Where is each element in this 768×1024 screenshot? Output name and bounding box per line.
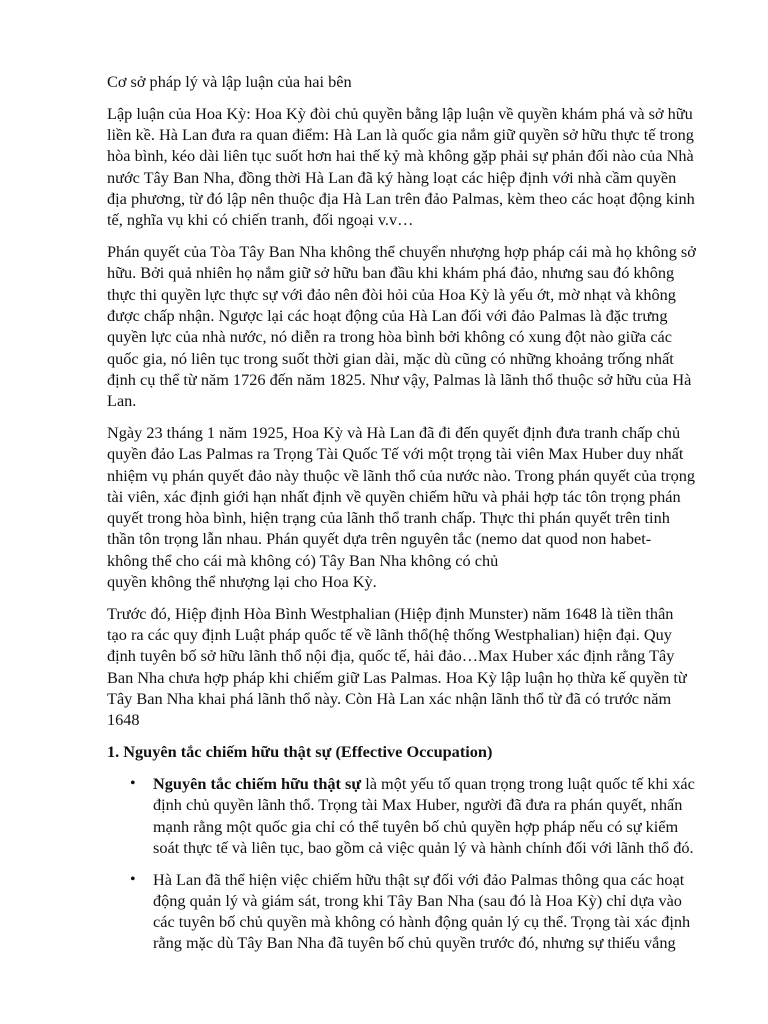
paragraph-line: không thể cho cái mà không có) Tây Ban Nha không có chủ [107,550,499,570]
bullet-item [107,773,718,858]
bullet-line: động quản lý và giám sát, trong khi Tây Ban Nha (sau đó là Hoa Kỳ) chỉ dựa vào [153,890,682,910]
paragraph-line: nhiệm vụ phán quyết đảo này thuộc về lãnh thổ của nước nào. Trong phán quyết của trọng [107,465,696,485]
paragraph [107,422,718,592]
bullet-line: mạnh rằng một quốc gia chỉ có thể tuyên bố chủ quyền hợp pháp nếu có sự kiểm [153,816,679,836]
paragraph-line: Tây Ban Nha khai phá lãnh thổ này. Còn Hà Lan xác nhận lãnh thổ từ đã có trước năm [107,689,672,709]
paragraph-line: thực thi quyền lực thực sự với đảo nên đòi hỏi của Hoa Kỳ là yếu ớt, mờ nhạt và không [107,284,676,304]
paragraph-line: liền kề. Hà Lan đưa ra quan điểm: Hà Lan là quốc gia nắm giữ quyền sở hữu thực tế trong [107,125,694,145]
bullet-first-line-text: là một yếu tố quan trọng trong luật quốc tế khi xác [361,773,695,793]
paragraph-line: tạo ra các quy định Luật pháp quốc tế về lãnh thổ(hệ thống Westphalian) hiện đại. Quy [107,625,672,645]
paragraph-line: hữu. Bởi quả nhiên họ nắm giữ sở hữu ban đầu khi khám phá đảo, nhưng sau đó không [107,263,675,283]
paragraph-line: Ngày 23 tháng 1 năm 1925, Hoa Kỳ và Hà Lan đã đi đến quyết định đưa tranh chấp chủ [107,422,681,442]
paragraph-line: Ban Nha chưa hợp pháp khi chiếm giữ Las Palmas. Hoa Kỳ lập luận họ thừa kế quyền từ [107,667,687,687]
bullet-dot-icon: • [130,870,136,888]
paragraph [107,603,718,731]
bullet-first-line [153,869,718,890]
bullet-line: soát thực tế và liên tục, bao gồm cả việc quản lý và hành chính đối với lãnh thổ đó. [153,837,694,857]
paragraph-line: địa phương, từ đó lập nên thuộc địa Hà Lan trên đảo Palmas, kèm theo các hoạt động kinh [107,188,695,208]
paragraph-line: quyền đảo Las Palmas ra Trọng Tài Quốc Tế với một trọng tài viên Max Huber duy nhất [107,444,684,464]
paragraph-line: quốc gia, nó liên tục trong suốt thời gian dài, mặc dù cũng có những khoảng trống nhất [107,348,674,368]
paragraph-line: 1648 [107,710,140,730]
paragraph-line: nước Tây Ban Nha, đồng thời Hà Lan đã ký hàng loạt các hiệp định với nhà cầm quyền [107,167,677,187]
bullet-line: rằng mặc dù Tây Ban Nha đã tuyên bố chủ quyền trước đó, nhưng sự thiếu vắng [153,933,676,953]
paragraph-line: hòa bình, kéo dài liên tục suốt hơn hai thế kỷ mà không gặp phải sự phản đối nào của Nhà [107,146,694,166]
paragraph-line: định cụ thể từ năm 1726 đến năm 1825. Như vậy, Palmas là lãnh thổ thuộc sở hữu của Hà [107,369,692,389]
paragraph-line: Trước đó, Hiệp định Hòa Bình Westphalian (Hiệp định Munster) năm 1648 là tiền thân [107,603,674,623]
paragraph-line: tài viên, xác định giới hạn nhất định về quyền chiếm hữu và phải hợp tác tôn trọng phán [107,486,681,506]
paragraph-line: định tuyên bố sở hữu lãnh thổ nội địa, quốc tế, hải đảo…Max Huber xác định rằng Tây [107,646,675,666]
bullet-line: định chủ quyền lãnh thổ. Trọng tài Max Huber, người đã đưa ra phán quyết, nhấn [153,795,683,815]
section-heading: 1. Nguyên tắc chiếm hữu thật sự (Effective Occupation) [107,742,493,762]
paragraph [107,103,718,231]
paragraph [107,241,718,411]
bullet-first-line-text: Hà Lan đã thể hiện việc chiếm hữu thật sự đối với đảo Palmas thông qua các hoạt [153,869,685,889]
paragraph-line: Phán quyết của Tòa Tây Ban Nha không thể chuyển nhượng hợp pháp cái mà họ không sở [107,242,696,262]
paragraph-line: Lập luận của Hoa Kỳ: Hoa Kỳ đòi chủ quyền bằng lập luận về quyền khám phá và sở hữu [107,103,693,123]
bullet-first-line [153,773,718,794]
paragraph-line: Lan. [107,391,137,411]
document-title: Cơ sở pháp lý và lập luận của hai bên [107,72,352,91]
bullet-item [107,869,718,954]
paragraphs-container [107,103,718,741]
paragraph-line: tế, nghĩa vụ khi có chiến tranh, đối ngoại v.v… [107,210,414,230]
bullet-bold-lead: Nguyên tắc chiếm hữu thật sự [153,773,362,793]
bullet-list [107,773,718,964]
paragraph-line: được chấp nhận. Ngược lại các hoạt động của Hà Lan đối với đảo Palmas là đặc trưng [107,305,668,325]
bullet-dot-icon: • [130,774,136,792]
paragraph-line: quyết trong hòa bình, hiện trạng của lãnh thổ tranh chấp. Thực thi phán quyết trên tinh [107,508,670,528]
paragraph-line: quyền lực của nhà nước, nó diễn ra trong hòa bình bởi không có xung đột nào giữa các [107,327,672,347]
bullet-line: các tuyên bố chủ quyền mà không có hành động quản lý cụ thể. Trọng tài xác định [153,912,691,932]
paragraph-line: thần tôn trọng lẫn nhau. Phán quyết dựa trên nguyên tắc (nemo dat quod non habet- [107,529,652,549]
paragraph-line: quyền không thể nhượng lại cho Hoa Kỳ. [107,572,377,592]
